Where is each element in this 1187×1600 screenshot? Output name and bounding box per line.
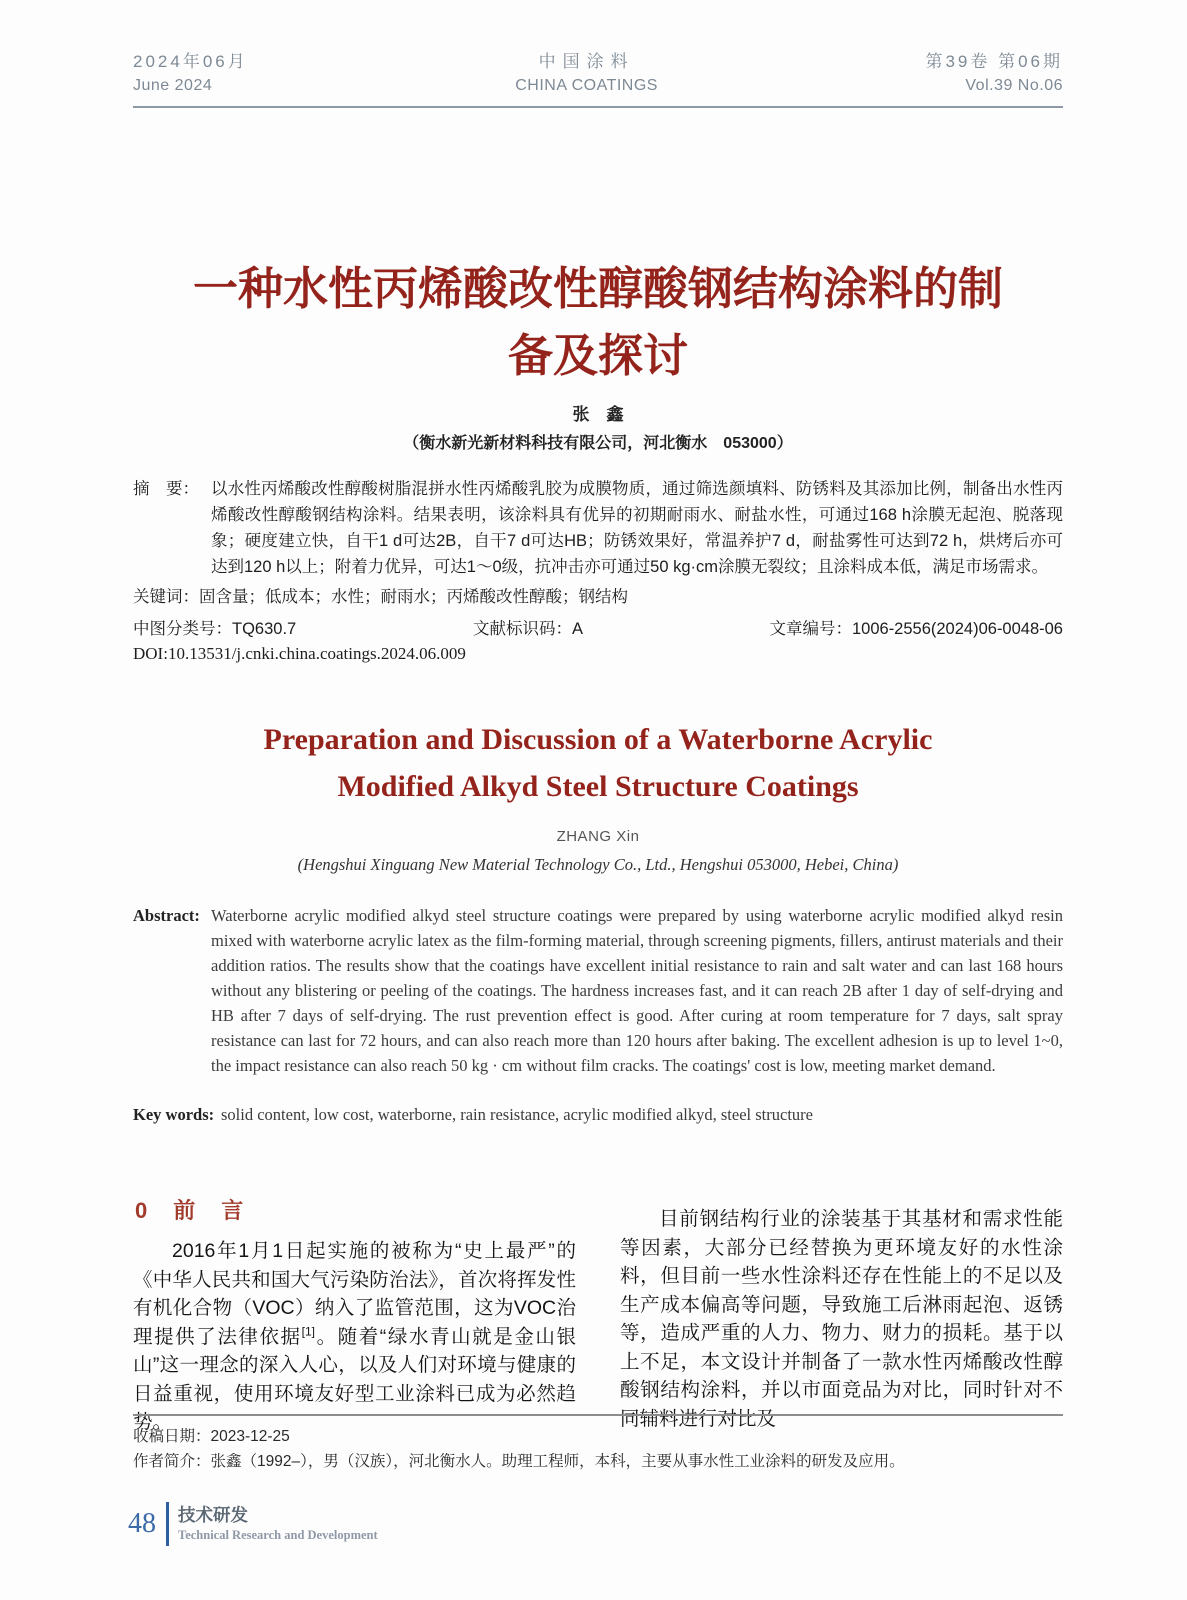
affiliation-en: (Hengshui Xinguang New Material Technology Co., Ltd., Hengshui 053000, Hebei, China) xyxy=(297,855,899,874)
footer-divider-bar xyxy=(166,1502,169,1546)
body-columns xyxy=(133,1192,1063,1437)
meta-row xyxy=(133,615,1063,639)
abstract-cn xyxy=(133,476,1063,580)
footnote-divider xyxy=(133,1414,1063,1416)
keywords-en-text: solid content, low cost, waterborne, rain resistance, acrylic modified alkyd, steel structure xyxy=(221,1105,813,1124)
reference-marker-1: [1] xyxy=(301,1324,315,1338)
page-number: 48 xyxy=(128,1508,156,1539)
keywords-en xyxy=(133,1104,1063,1126)
abstract-en xyxy=(133,903,1063,1078)
doi: DOI:10.13531/j.cnki.china.coatings.2024.06.009 xyxy=(133,644,466,663)
header-issue-cn: 第39卷 第06期 xyxy=(925,52,1063,71)
body-column-right xyxy=(620,1192,1063,1437)
footer-column-name xyxy=(178,1505,378,1543)
article-title-en: Preparation and Discussion of a Waterborne Acrylic Modified Alkyd Steel Structure Coatings xyxy=(263,723,933,803)
intro-left-text-b: 。随着“绿水青山就是金山银山”这一理念的深入人心，以及人们对环境与健康的日益重视，使用环境友好型工业涂料已成为必然趋势。 xyxy=(133,1325,576,1433)
page-footer xyxy=(128,1502,378,1546)
header-issue-en: Vol.39 No.06 xyxy=(965,77,1063,94)
author-en: ZHANG Xin xyxy=(556,828,640,845)
article-id: 文章编号：1006-2556(2024)06-0048-06 xyxy=(769,620,1063,638)
header-journal xyxy=(515,50,658,98)
affiliation-cn: （衡水新光新材料科技有限公司，河北衡水 053000） xyxy=(403,435,793,452)
article-title-cn: 一种水性丙烯酸改性醇酸钢结构涂料的制备及探讨 xyxy=(193,263,1004,381)
intro-paragraph-right: 目前钢结构行业的涂装基于其基材和需求性能等因素，大部分已经替换为更环境友好的水性涂料，但目前一些水性涂料还存在性能上的不足以及生产成本偏高等问题，导致施工后淋雨起泡、返锈等，造成严重的人力、物力、财力的损耗。基于以上不足，本文设计并制备了一款水性丙烯酸改性醇酸钢结构涂料，并以市面竞品为对比，同时针对不同辅料进行对比及 xyxy=(620,1208,1063,1430)
keywords-cn-text: 固含量；低成本；水性；耐雨水；丙烯酸改性醇酸；钢结构 xyxy=(199,588,628,606)
author-bio: 作者简介：张鑫（1992–），男（汉族），河北衡水人。助理工程师，本科，主要从事水性工业涂料的研发及应用。 xyxy=(133,1453,905,1470)
intro-left-text-a: 2016年1月1日起实施的被称为“史上最严”的《中华人民共和国大气污染防治法》，首次将挥发性有机化合物（VOC）纳入了监管范围，这为VOC治理提供了法律依据 xyxy=(133,1240,576,1348)
footer-column-cn: 技术研发 xyxy=(178,1505,248,1525)
intro-paragraph-left xyxy=(133,1237,576,1437)
received-date: 收稿日期：2023-12-25 xyxy=(133,1428,290,1445)
keywords-cn xyxy=(133,586,1063,608)
keywords-cn-label: 关键词： xyxy=(133,588,199,606)
header-date xyxy=(133,50,248,98)
running-header xyxy=(133,50,1063,108)
journal-name-cn: 中国涂料 xyxy=(538,52,635,71)
header-issue xyxy=(925,50,1063,98)
header-date-cn: 2024年06月 xyxy=(133,52,248,71)
keywords-en-label: Key words: xyxy=(133,1105,215,1124)
abstract-cn-text: 以水性丙烯酸改性醇酸树脂混拼水性丙烯酸乳胶为成膜物质，通过筛选颜填料、防锈料及其添加比例，制备出水性丙烯酸改性醇酸钢结构涂料。结果表明，该涂料具有优异的初期耐雨水、耐盐水性，可通过168 h涂膜无起泡、脱落现象；硬度建立快，自干1 d可达2B，自干7 d可达HB；防锈效果好，常温养护7 d，耐盐雾性可达到72 h，烘烤后亦可达到120 h以上；附着力优异，可达1～0级，抗冲击亦可通过50 kg·cm涂膜无裂纹；且涂料成本低，满足市场需求。 xyxy=(211,480,1063,576)
header-date-en: June 2024 xyxy=(133,77,213,94)
footer-column-en: Technical Research and Development xyxy=(178,1528,378,1542)
abstract-en-text: Waterborne acrylic modified alkyd steel structure coatings were prepared by using waterborne acrylic modified alkyd resin mixed with waterborne acrylic latex as the film-forming material, through screening pigments, fillers, antirust materials and their addition ratios. The results show that the coatings have excellent initial resistance to rain and salt water and can last 168 hours without any blistering or peeling of the coatings. The hardness increases fast, and it can reach 2B after 1 day of self-drying and HB after 7 days of self-drying. The rust prevention effect is good. After curing at room temperature for 7 days, salt spray resistance can last for 72 hours, and can also reach more than 120 hours after baking. The excellent adhesion is up to level 1~0, the impact resistance can also reach 50 kg · cm without film cracks. The coatings' cost is low, meeting market demand. xyxy=(211,906,1063,1075)
abstract-en-label: Abstract: xyxy=(133,906,200,925)
author-cn: 张 鑫 xyxy=(572,405,624,424)
journal-name-en: CHINA COATINGS xyxy=(515,77,658,94)
abstract-cn-label: 摘 要： xyxy=(133,480,199,498)
document-code: 文献标识码：A xyxy=(473,620,584,638)
body-column-left xyxy=(133,1192,576,1437)
clc-number: 中图分类号：TQ630.7 xyxy=(133,620,297,638)
section-0-heading: 0 前 言 xyxy=(135,1198,246,1223)
